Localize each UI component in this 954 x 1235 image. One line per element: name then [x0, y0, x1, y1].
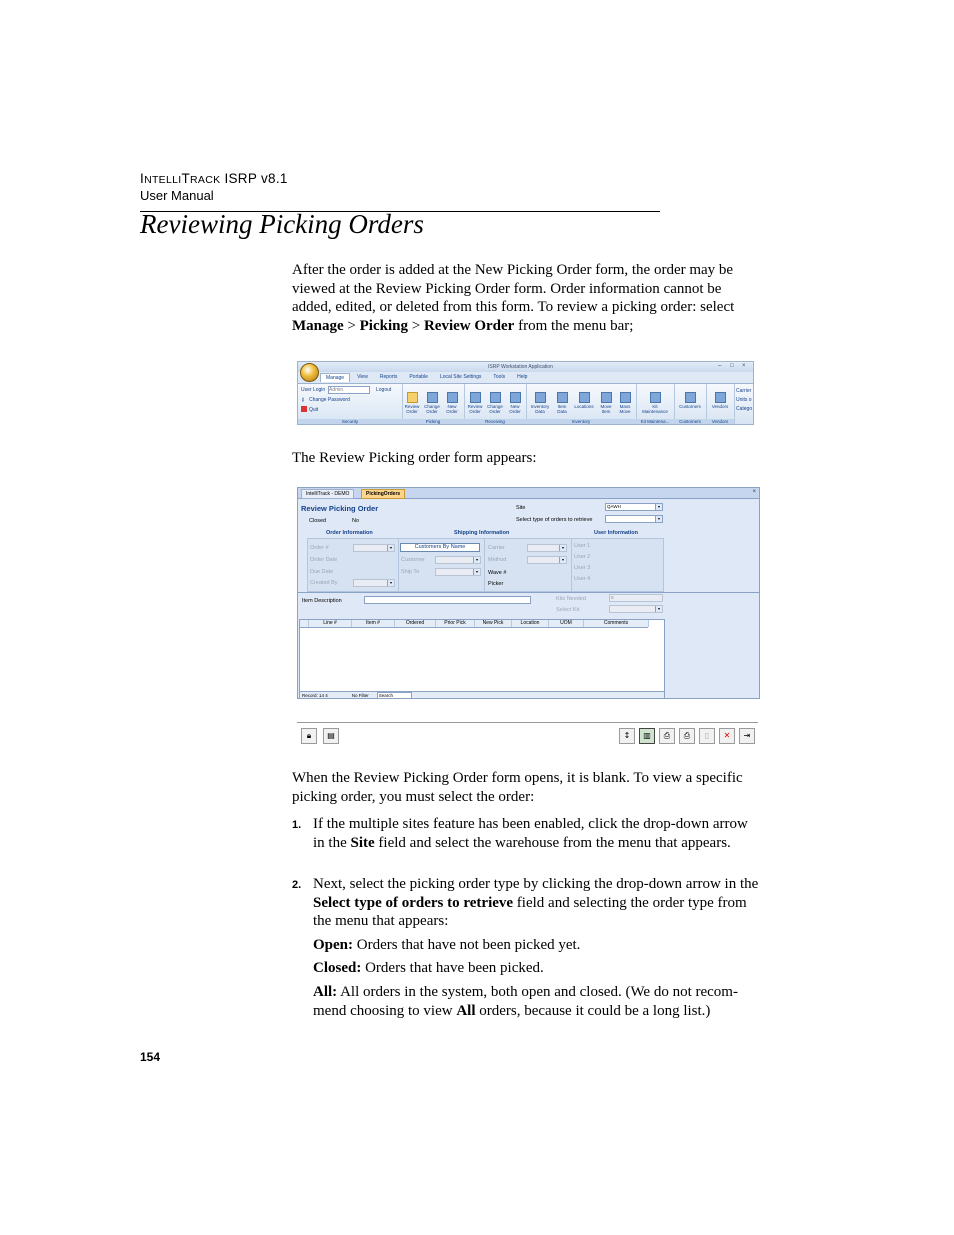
- office-button[interactable]: [300, 363, 319, 382]
- chevron-down-icon: ▾: [655, 504, 662, 510]
- group-label: Inventory: [526, 419, 636, 425]
- minimize-icon[interactable]: –: [718, 363, 722, 369]
- new-order-icon: [510, 392, 521, 403]
- report-icon[interactable]: ▤: [323, 728, 339, 744]
- tab-intellitrack-demo[interactable]: IntelliTrack - DEMO: [301, 489, 354, 499]
- chevron-down-icon: ▾: [655, 606, 662, 612]
- print-icon[interactable]: ⎙: [679, 728, 695, 744]
- new-order-icon: [447, 392, 458, 403]
- inventory-data-icon: [535, 392, 546, 403]
- grid-header-cell[interactable]: Item #: [352, 620, 395, 627]
- section-title: Reviewing Picking Orders: [140, 209, 424, 239]
- review-order-icon: [470, 392, 481, 403]
- running-header-subtitle: User Manual: [140, 188, 214, 203]
- wave-label: Wave #: [488, 570, 507, 576]
- chevron-down-icon: ▾: [473, 569, 480, 575]
- carrier-field[interactable]: [527, 544, 567, 552]
- kit-icon: [650, 392, 661, 403]
- method-field[interactable]: [527, 556, 567, 564]
- created-by-label: Created By: [310, 580, 338, 586]
- grid-header-cell[interactable]: Location: [512, 620, 549, 627]
- carrier-item[interactable]: Carrier: [736, 388, 752, 394]
- intro-paragraph: After the order is added at the New Picking Order form, the order may be viewed at the Review Picking Order form. Order information cannot be added, edited, or deleted from this form. To review a picking order: select Manage > Picking > Review Order from the menu bar;: [292, 262, 735, 334]
- delete-icon[interactable]: ▯: [699, 728, 715, 744]
- form-intro-text: The Review Picking order form appears:: [292, 450, 537, 466]
- tab-picking-orders[interactable]: PickingOrders: [361, 489, 405, 499]
- locations-icon: [579, 392, 590, 403]
- picking-new-order-button[interactable]: New Order: [442, 403, 462, 414]
- after-form-paragraph: When the Review Picking Order form opens, it is blank. To view a specific picking order, you must select the order:: [292, 770, 743, 805]
- record-navigator: [300, 691, 664, 698]
- mass-move-button[interactable]: Mass Move: [615, 403, 635, 414]
- sort-icon[interactable]: ↕: [619, 728, 635, 744]
- tab-view[interactable]: View: [357, 374, 368, 380]
- carrier-label: Carrier: [488, 545, 505, 551]
- group-label: Picking: [402, 419, 464, 425]
- key-icon: ⚷: [301, 397, 305, 403]
- receiving-review-order-button[interactable]: Review Order: [465, 403, 485, 414]
- tab-manage[interactable]: Manage: [320, 373, 350, 382]
- search-box[interactable]: Search: [377, 692, 412, 699]
- categories-item[interactable]: Catego: [736, 406, 753, 412]
- ribbon-title-bar: [298, 362, 753, 372]
- user-1-label: User 1: [574, 543, 591, 549]
- group-picking: [402, 384, 465, 425]
- item-data-icon: [557, 392, 568, 403]
- created-by-field[interactable]: [353, 579, 395, 587]
- group-vendors: [706, 384, 735, 425]
- lock-icon[interactable]: 🔒︎: [301, 728, 317, 744]
- picking-change-order-button[interactable]: Change Order: [422, 403, 442, 414]
- step-1-number: 1.: [292, 819, 302, 831]
- chevron-down-icon: ▾: [473, 557, 480, 563]
- order-information-heading: Order Information: [326, 530, 373, 536]
- step-2-number: 2.: [292, 879, 302, 891]
- kit-maintenance-button[interactable]: Kit Maintenance: [638, 403, 672, 414]
- cancel-icon[interactable]: ✕: [719, 728, 735, 744]
- grid-header: [300, 620, 648, 628]
- units-item[interactable]: Units o: [736, 397, 752, 403]
- change-order-icon: [490, 392, 501, 403]
- no-filter-indicator[interactable]: No Filter: [351, 693, 369, 698]
- order-number-field[interactable]: [353, 544, 395, 552]
- group-receiving: [464, 384, 527, 425]
- group-label: Vendors: [706, 419, 734, 425]
- review-picking-order-form: [297, 487, 760, 699]
- grid-header-cell[interactable]: Line #: [309, 620, 352, 627]
- order-type-select[interactable]: [605, 515, 663, 523]
- logout-button[interactable]: Logout: [376, 387, 392, 393]
- user-2-label: User 2: [574, 554, 591, 560]
- customer-field[interactable]: [435, 556, 481, 564]
- closed-label: Closed: [309, 518, 327, 524]
- picker-label: Picker: [488, 581, 504, 587]
- carrier-panel: [484, 538, 572, 592]
- group-label: Customers: [674, 419, 706, 425]
- order-date-label: Order Date: [310, 557, 338, 563]
- chevron-down-icon: ▾: [387, 580, 394, 586]
- vendors-icon: [715, 392, 726, 403]
- grid-header-cell[interactable]: Prior Pick: [436, 620, 475, 627]
- mass-move-icon: [620, 392, 631, 403]
- site-select[interactable]: QAWH ▾: [605, 503, 663, 511]
- order-number-label: Order #: [310, 545, 329, 551]
- group-security: [298, 384, 403, 425]
- change-order-icon: [427, 392, 438, 403]
- customers-button[interactable]: Customers: [676, 403, 704, 409]
- form-toolbar-screenshot: [297, 722, 758, 747]
- form-title: Review Picking Order: [301, 504, 379, 513]
- group-customers: [674, 384, 707, 425]
- closed-value: No: [352, 518, 360, 524]
- locations-button[interactable]: Locations: [572, 403, 596, 409]
- item-description-field[interactable]: [364, 596, 531, 604]
- order-lines-grid: [299, 619, 665, 699]
- vendors-button[interactable]: Vendors: [708, 403, 732, 409]
- page-number: 154: [140, 1050, 161, 1064]
- tab-portable[interactable]: Portable: [409, 374, 428, 380]
- group-inventory: [526, 384, 637, 425]
- grid-header-cell[interactable]: Ordered: [395, 620, 436, 627]
- close-icon[interactable]: ×: [752, 489, 756, 495]
- move-item-icon: [601, 392, 612, 403]
- site-label: Site: [516, 505, 526, 511]
- maximize-icon[interactable]: □: [730, 363, 734, 369]
- receiving-change-order-button[interactable]: Change Order: [485, 403, 505, 414]
- ribbon-tabs: [320, 373, 532, 382]
- inventory-data-button[interactable]: Inventory Data: [528, 403, 552, 414]
- chevron-down-icon: ▾: [559, 545, 566, 551]
- kits-needed-field[interactable]: 0: [609, 594, 663, 602]
- order-information-panel: [307, 538, 399, 592]
- select-type-label: Select type of orders to retrieve: [516, 517, 593, 523]
- option-closed: Closed: Orders that have been picked.: [313, 960, 544, 976]
- user-4-label: User 4: [574, 576, 591, 582]
- receiving-new-order-button[interactable]: New Order: [505, 403, 525, 414]
- step-2-text: Next, select the picking order type by clicking the drop-down arrow in the Select type of orders to retrieve field and selecting the order type from the menu that appears:: [313, 876, 759, 930]
- ribbon-screenshot: [297, 361, 754, 425]
- select-kit-label: Select Kit: [556, 607, 580, 613]
- tab-local-site-settings[interactable]: Local Site Settings: [439, 374, 482, 380]
- grid-header-cell[interactable]: Comments: [584, 620, 649, 627]
- option-open: Open: Orders that have not been picked yet.: [313, 937, 581, 953]
- kits-needed-label: Kits Needed: [556, 596, 586, 602]
- user-information-heading: User Information: [594, 530, 639, 536]
- group-label: Receiving: [464, 419, 526, 425]
- ribbon-right-items: [736, 387, 752, 414]
- tab-tools[interactable]: Tools: [493, 374, 506, 380]
- group-kit-maintenance: [636, 384, 675, 425]
- record-navigation[interactable]: Record: 14 4: [302, 693, 328, 698]
- customer-label: Customer: [401, 557, 425, 563]
- tab-reports[interactable]: Reports: [379, 374, 398, 380]
- running-header-product: INTELLITRACK ISRP v8.1: [140, 171, 288, 186]
- step-1-text: If the multiple sites feature has been enabled, click the drop-down arrow in the Site field and select the warehouse from the menu that appears.: [313, 816, 748, 851]
- ship-to-label: Ship To: [401, 569, 420, 575]
- tab-help[interactable]: Help: [517, 374, 528, 380]
- app-title: ISRP Workstation Application: [488, 364, 553, 370]
- group-label: Kit Maintena...: [636, 419, 674, 425]
- user-login-select[interactable]: Admin: [328, 386, 370, 394]
- move-item-button[interactable]: Move Item: [596, 403, 616, 414]
- shipping-information-heading: Shipping Information: [454, 530, 510, 536]
- divider: [298, 592, 759, 593]
- book-icon[interactable]: ▥: [639, 728, 655, 744]
- change-password-button[interactable]: Change Password: [309, 397, 350, 403]
- document-tab-bar: [298, 488, 759, 499]
- item-description-label: Item Description: [302, 598, 342, 604]
- quit-button[interactable]: Quit: [309, 407, 319, 413]
- ship-to-field[interactable]: [435, 568, 481, 576]
- due-date-label: Due Date: [310, 569, 334, 575]
- review-order-icon: [407, 392, 418, 403]
- picking-review-order-button[interactable]: Review Order: [402, 403, 422, 414]
- select-kit-field[interactable]: [609, 605, 663, 613]
- chevron-down-icon: ▾: [559, 557, 566, 563]
- user-information-panel: [571, 538, 664, 592]
- exit-icon[interactable]: ⇥: [739, 728, 755, 744]
- customers-by-name-button[interactable]: Customers By Name: [400, 543, 480, 552]
- row-selector-header: [300, 620, 309, 627]
- chevron-down-icon: ▾: [387, 545, 394, 551]
- grid-header-cell[interactable]: New Pick: [475, 620, 512, 627]
- ribbon-body: [298, 383, 753, 425]
- user-login-label: User Login: [301, 387, 326, 393]
- user-3-label: User 3: [574, 565, 591, 571]
- preview-icon[interactable]: ⎙: [659, 728, 675, 744]
- group-label: Security: [298, 419, 402, 425]
- chevron-down-icon: ▾: [655, 516, 662, 522]
- quit-icon: [301, 406, 307, 412]
- item-data-button[interactable]: Item Data: [552, 403, 572, 414]
- grid-header-cell[interactable]: UOM: [549, 620, 584, 627]
- method-label: Method: [488, 557, 507, 563]
- customers-icon: [685, 392, 696, 403]
- option-all: All: All orders in the system, both open and closed. (We do not recom-mend choosing to view All orders, because it could be a long list.): [313, 984, 738, 1019]
- close-icon[interactable]: ×: [742, 363, 746, 369]
